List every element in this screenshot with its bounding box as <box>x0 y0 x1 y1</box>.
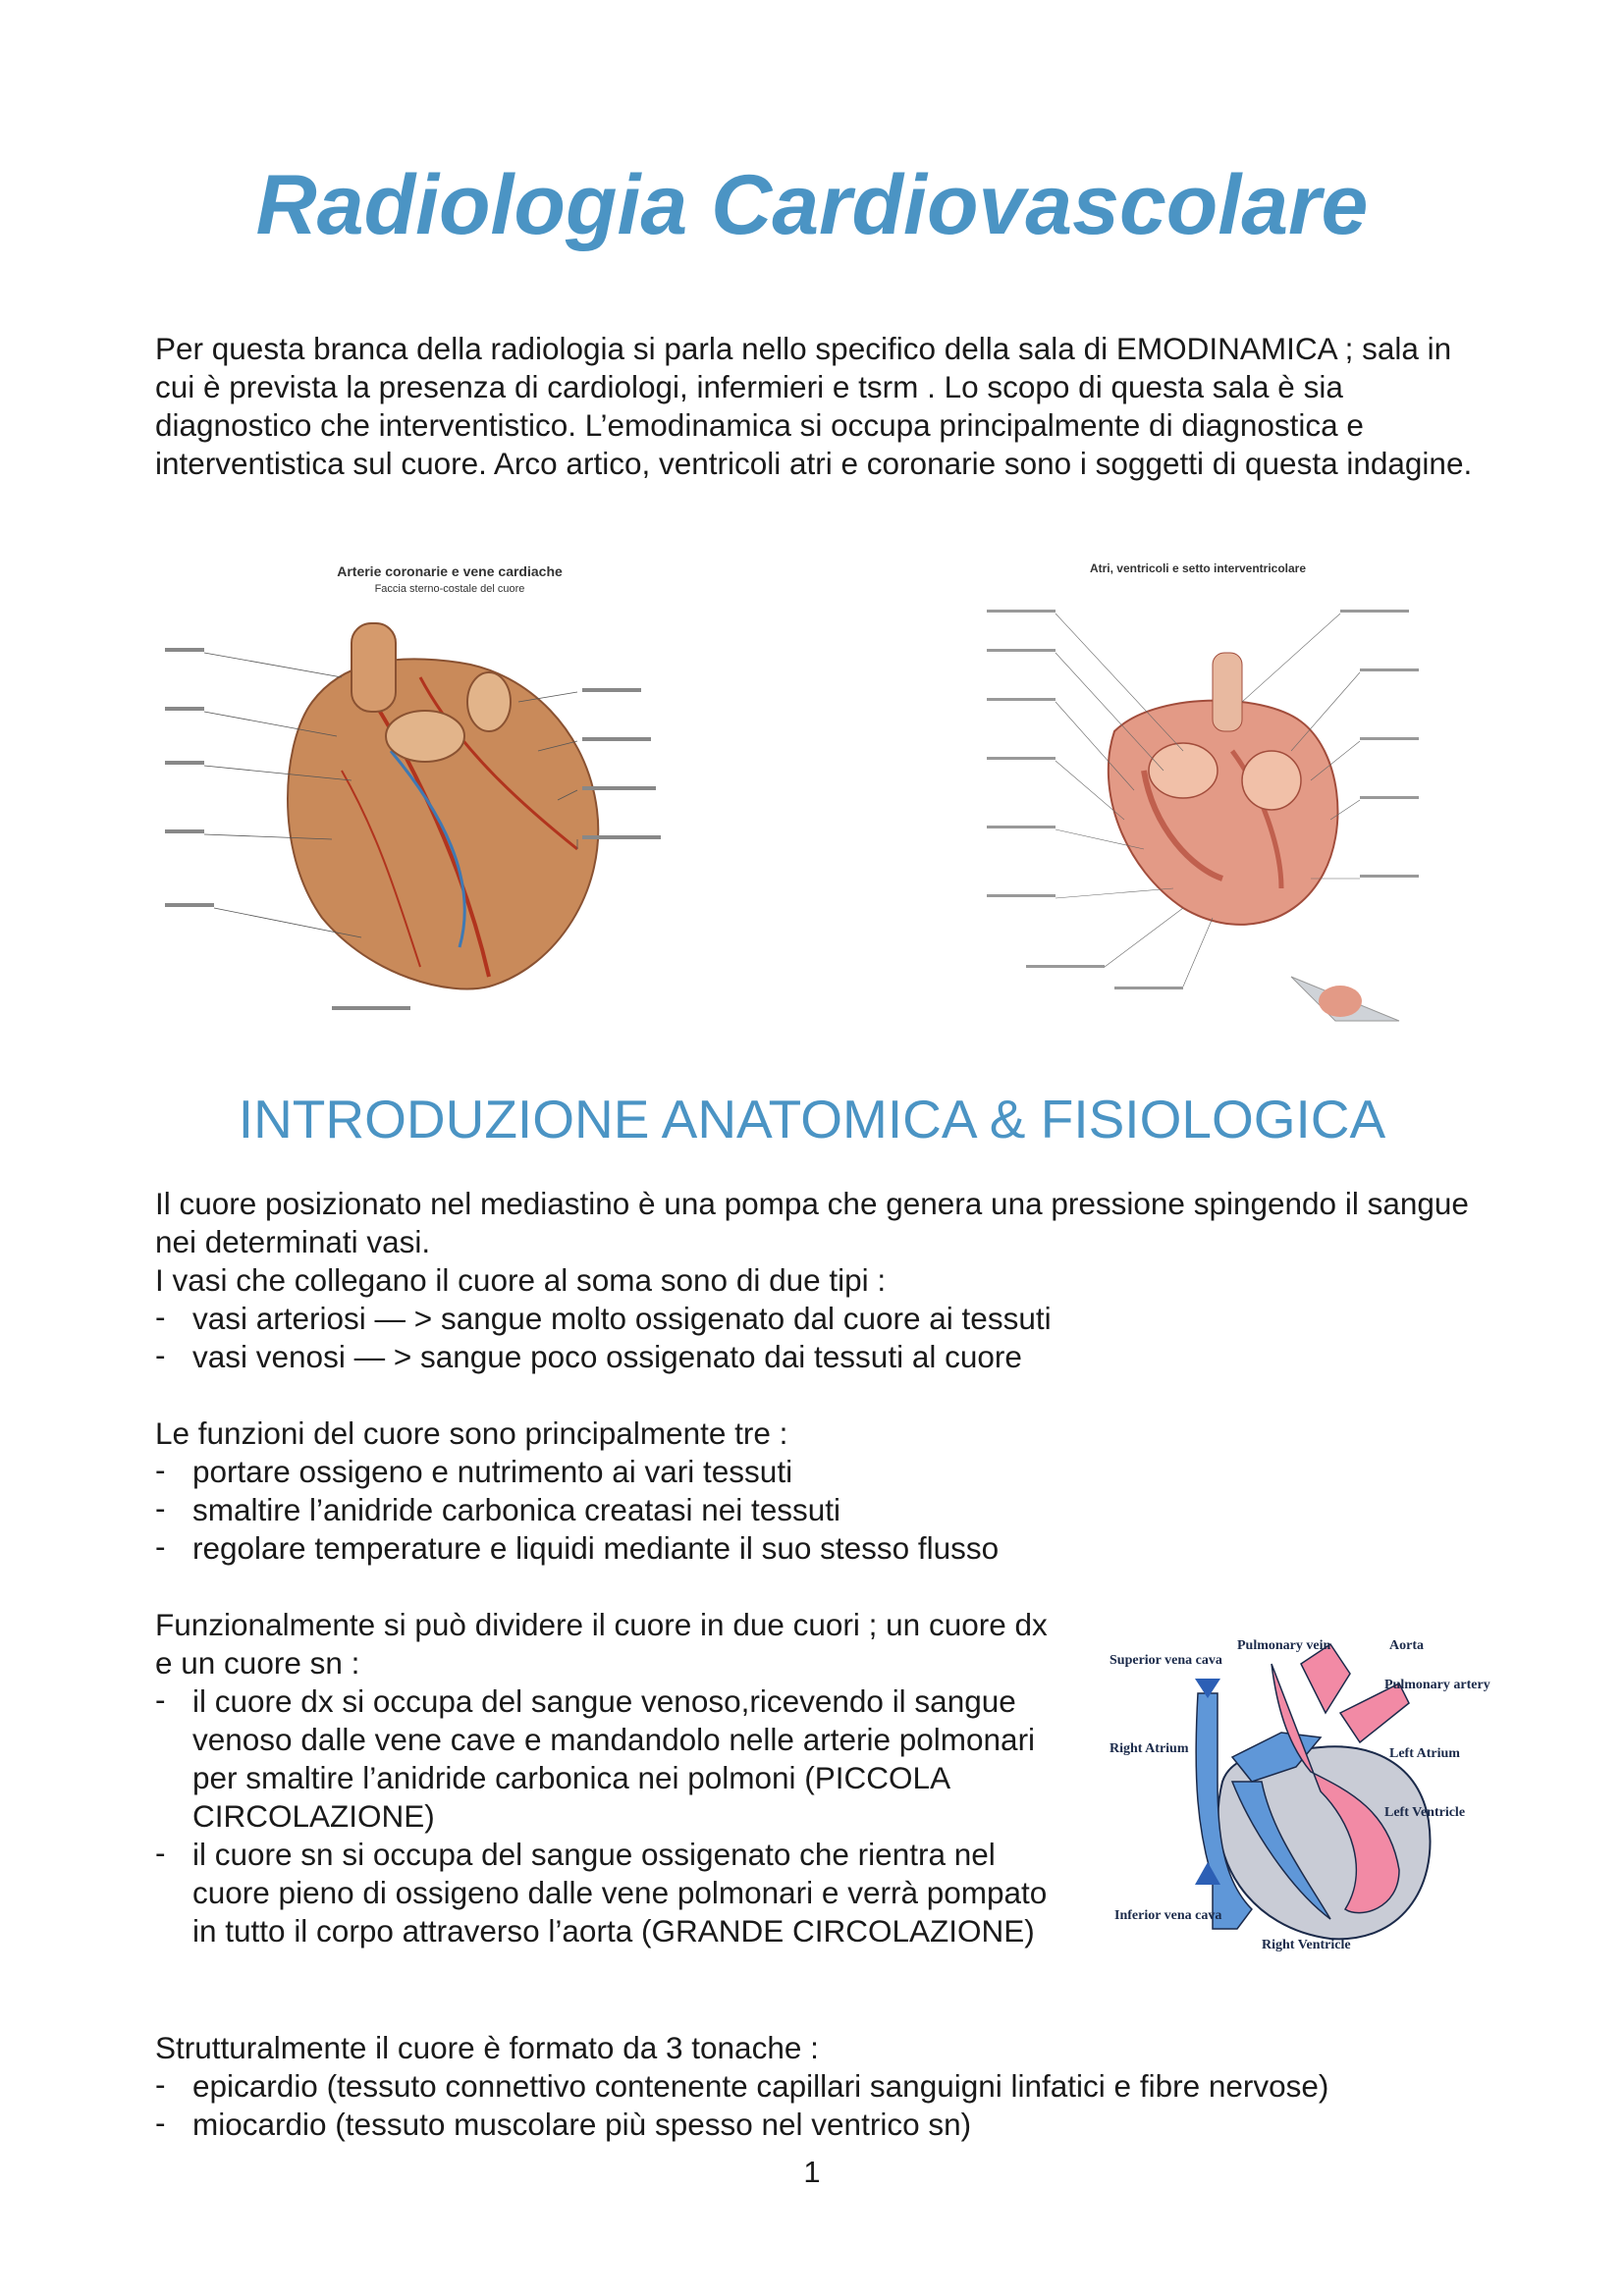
label-superior-vena-cava: Superior vena cava <box>1110 1653 1222 1668</box>
coronary-heart-figure <box>165 555 715 1026</box>
vessels-list <box>155 1300 1510 1376</box>
coronary-figure-subtitle: Faccia sterno-costale del cuore <box>374 583 525 595</box>
chambers-figure-title: Atri, ventricoli e setto interventricolare <box>1089 561 1307 575</box>
division-block <box>155 1606 1073 1950</box>
paragraph: Il cuore posizionato nel mediastino è una pompa che genera una pressione spingendo il sangue nei determinati vasi. <box>155 1186 1469 1259</box>
page-title: Radiologia Cardiovascolare <box>255 158 1369 252</box>
list-item: - il cuore sn si occupa del sangue ossigenato che rientra nel cuore pieno di ossigeno dalle vene polmonari e verrà pompato in tutto il corpo attraverso l’aorta (GRANDE CIRCOLAZIONE) <box>155 1836 1073 1950</box>
section-heading: INTRODUZIONE ANATOMICA & FISIOLOGICA <box>238 1089 1386 1149</box>
label-left-ventricle: Left Ventricle <box>1384 1805 1466 1820</box>
list-item: - vasi venosi — > sangue poco ossigenato dai tessuti al cuore <box>155 1338 1510 1376</box>
label-left-atrium: Left Atrium <box>1389 1746 1460 1761</box>
list-item: - smaltire l’anidride carbonica creatasi nei tessuti <box>155 1491 1510 1529</box>
paragraph: Strutturalmente il cuore è formato da 3 tonache : <box>155 2030 819 2065</box>
heart-chambers-figure <box>987 555 1419 1036</box>
paragraph: I vasi che collegano il cuore al soma sono di due tipi : <box>155 1262 887 1298</box>
circulation-diagram <box>1105 1634 1490 1958</box>
intro-paragraph: Per questa branca della radiologia si parla nello specifico della sala di EMODINAMICA ; sala in cui è prevista la presenza di cardiologi, infermieri e tsrm . Lo scopo di questa sala è sia diagnostico che interventistico. L’emodinamica si occupa principalmente di diagnostica e interventistica sul cuore. Arco artico, ventricoli atri e coronarie sono i soggetti di questa indagine. <box>155 331 1473 481</box>
paragraph: Funzionalmente si può dividere il cuore in due cuori ; un cuore dx e un cuore sn : <box>155 1607 1048 1681</box>
list-item: - regolare temperature e liquidi mediante il suo stesso flusso <box>155 1529 1510 1568</box>
label-right-ventricle: Right Ventricle <box>1262 1938 1351 1952</box>
list-item: - vasi arteriosi — > sangue molto ossigenato dal cuore ai tessuti <box>155 1300 1510 1338</box>
label-right-atrium: Right Atrium <box>1110 1741 1189 1756</box>
list-item: - il cuore dx si occupa del sangue venoso,ricevendo il sangue venoso dalle vene cave e mandandolo nelle arterie polmonari per smaltire l’anidride carbonica nei polmoni (PICCOLA CIRCOLAZIONE) <box>155 1682 1073 1836</box>
label-pulmonary-vein: Pulmonary vein <box>1237 1638 1331 1653</box>
coronary-figure-title: Arterie coronarie e vene cardiache <box>337 563 563 579</box>
anatomy-intro-block <box>155 1185 1510 1376</box>
page-number: 1 <box>803 2155 821 2189</box>
division-list <box>155 1682 1073 1950</box>
list-item: - epicardio (tessuto connettivo contenente capillari sanguigni linfatici e fibre nervose) <box>155 2067 1530 2106</box>
list-item: - miocardio (tessuto muscolare più spesso nel ventrico sn) <box>155 2106 1530 2144</box>
structure-list <box>155 2067 1530 2144</box>
functions-block <box>155 1415 1510 1568</box>
label-aorta: Aorta <box>1389 1638 1424 1653</box>
list-item: - portare ossigeno e nutrimento ai vari tessuti <box>155 1453 1510 1491</box>
functions-list <box>155 1453 1510 1568</box>
label-pulmonary-artery: Pulmonary artery <box>1384 1678 1490 1692</box>
paragraph: Le funzioni del cuore sono principalmente tre : <box>155 1415 788 1451</box>
label-inferior-vena-cava: Inferior vena cava <box>1114 1908 1222 1923</box>
structure-block <box>155 2029 1530 2144</box>
